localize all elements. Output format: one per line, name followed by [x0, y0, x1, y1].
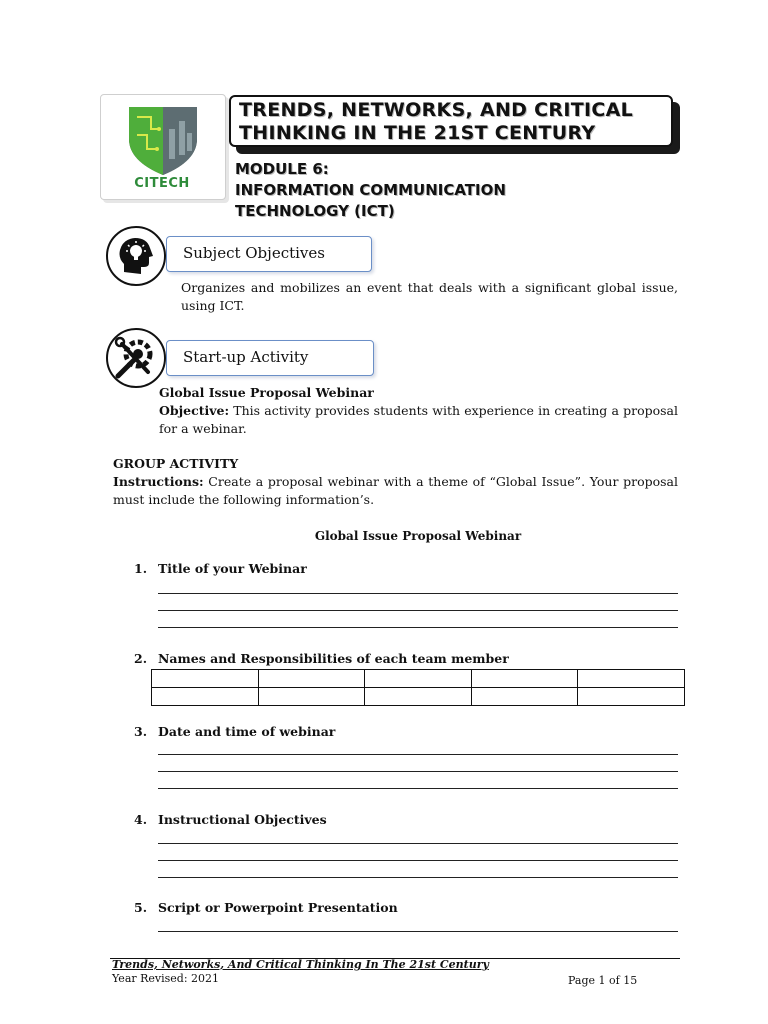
module-topic-line-1: INFORMATION COMMUNICATION [235, 181, 506, 199]
title-line-2: THINKING IN THE 21ST CENTURY [239, 122, 596, 144]
module-title-box [229, 95, 673, 147]
item-number: 4. [134, 812, 148, 827]
item-label: Title of your Webinar [158, 561, 307, 576]
table-cell[interactable] [578, 688, 685, 706]
table-cell[interactable] [578, 670, 685, 688]
table-cell[interactable] [258, 670, 365, 688]
group-activity-heading: GROUP ACTIVITY [113, 456, 239, 471]
module-topic-line-2: TECHNOLOGY (ICT) [235, 202, 395, 220]
table-row [152, 670, 685, 688]
item-number: 2. [134, 651, 148, 666]
item-label: Date and time of webinar [158, 724, 336, 739]
title-line-1: TRENDS, NETWORKS, AND CRITICAL [239, 99, 634, 121]
lightbulb-head-icon [106, 226, 166, 286]
answer-line[interactable] [158, 877, 678, 878]
item-script-heading [134, 900, 398, 915]
group-instructions [113, 473, 678, 509]
instructions-label: Instructions: [113, 474, 204, 489]
answer-line[interactable] [158, 627, 678, 628]
item-label: Instructional Objectives [158, 812, 327, 827]
item-number: 3. [134, 724, 148, 739]
table-cell[interactable] [152, 670, 259, 688]
citech-shield-icon [101, 99, 225, 179]
item-label: Script or Powerpoint Presentation [158, 900, 398, 915]
table-row [152, 688, 685, 706]
subject-objectives-text: Organizes and mobilizes an event that deals with a significant global issue, using ICT. [181, 280, 678, 313]
answer-line[interactable] [158, 754, 678, 755]
item-number: 1. [134, 561, 148, 576]
subject-objectives-label: Subject Objectives [166, 236, 372, 272]
tools-gear-icon [106, 328, 166, 388]
table-cell[interactable] [365, 688, 472, 706]
startup-activity-label: Start-up Activity [166, 340, 374, 376]
answer-line[interactable] [158, 771, 678, 772]
item-members-heading [134, 651, 509, 666]
answer-line[interactable] [158, 843, 678, 844]
team-member-table [151, 669, 685, 706]
answer-line[interactable] [158, 860, 678, 861]
table-cell[interactable] [471, 670, 578, 688]
table-cell[interactable] [365, 670, 472, 688]
answer-line[interactable] [158, 610, 678, 611]
footer-year-revised: Year Revised: 2021 [112, 972, 220, 985]
answer-line[interactable] [158, 788, 678, 789]
objective-text: This activity provides students with experience in creating a proposal for a webinar. [159, 403, 678, 436]
answer-line[interactable] [158, 593, 678, 594]
item-title-heading [134, 561, 307, 576]
activity-title: Global Issue Proposal Webinar [159, 385, 374, 400]
answer-line[interactable] [158, 931, 678, 932]
module-number: MODULE 6: [235, 160, 329, 178]
table-cell[interactable] [152, 688, 259, 706]
activity-objective [159, 402, 678, 438]
objective-label: Objective: [159, 403, 230, 418]
item-label: Names and Responsibilities of each team member [158, 651, 509, 666]
instructions-text: Create a proposal webinar with a theme of “Global Issue”. Your proposal must include the following information’s. [113, 474, 678, 507]
footer-course-title: Trends, Networks, And Critical Thinking In The 21st Century [112, 958, 489, 971]
item-objectives-heading [134, 812, 327, 827]
footer-page-number: Page 1 of 15 [568, 974, 638, 987]
table-cell[interactable] [471, 688, 578, 706]
proposal-heading: Global Issue Proposal Webinar [314, 529, 522, 543]
logo-text: CITECH [134, 176, 190, 191]
table-cell[interactable] [258, 688, 365, 706]
item-number: 5. [134, 900, 148, 915]
item-date-heading [134, 724, 335, 739]
